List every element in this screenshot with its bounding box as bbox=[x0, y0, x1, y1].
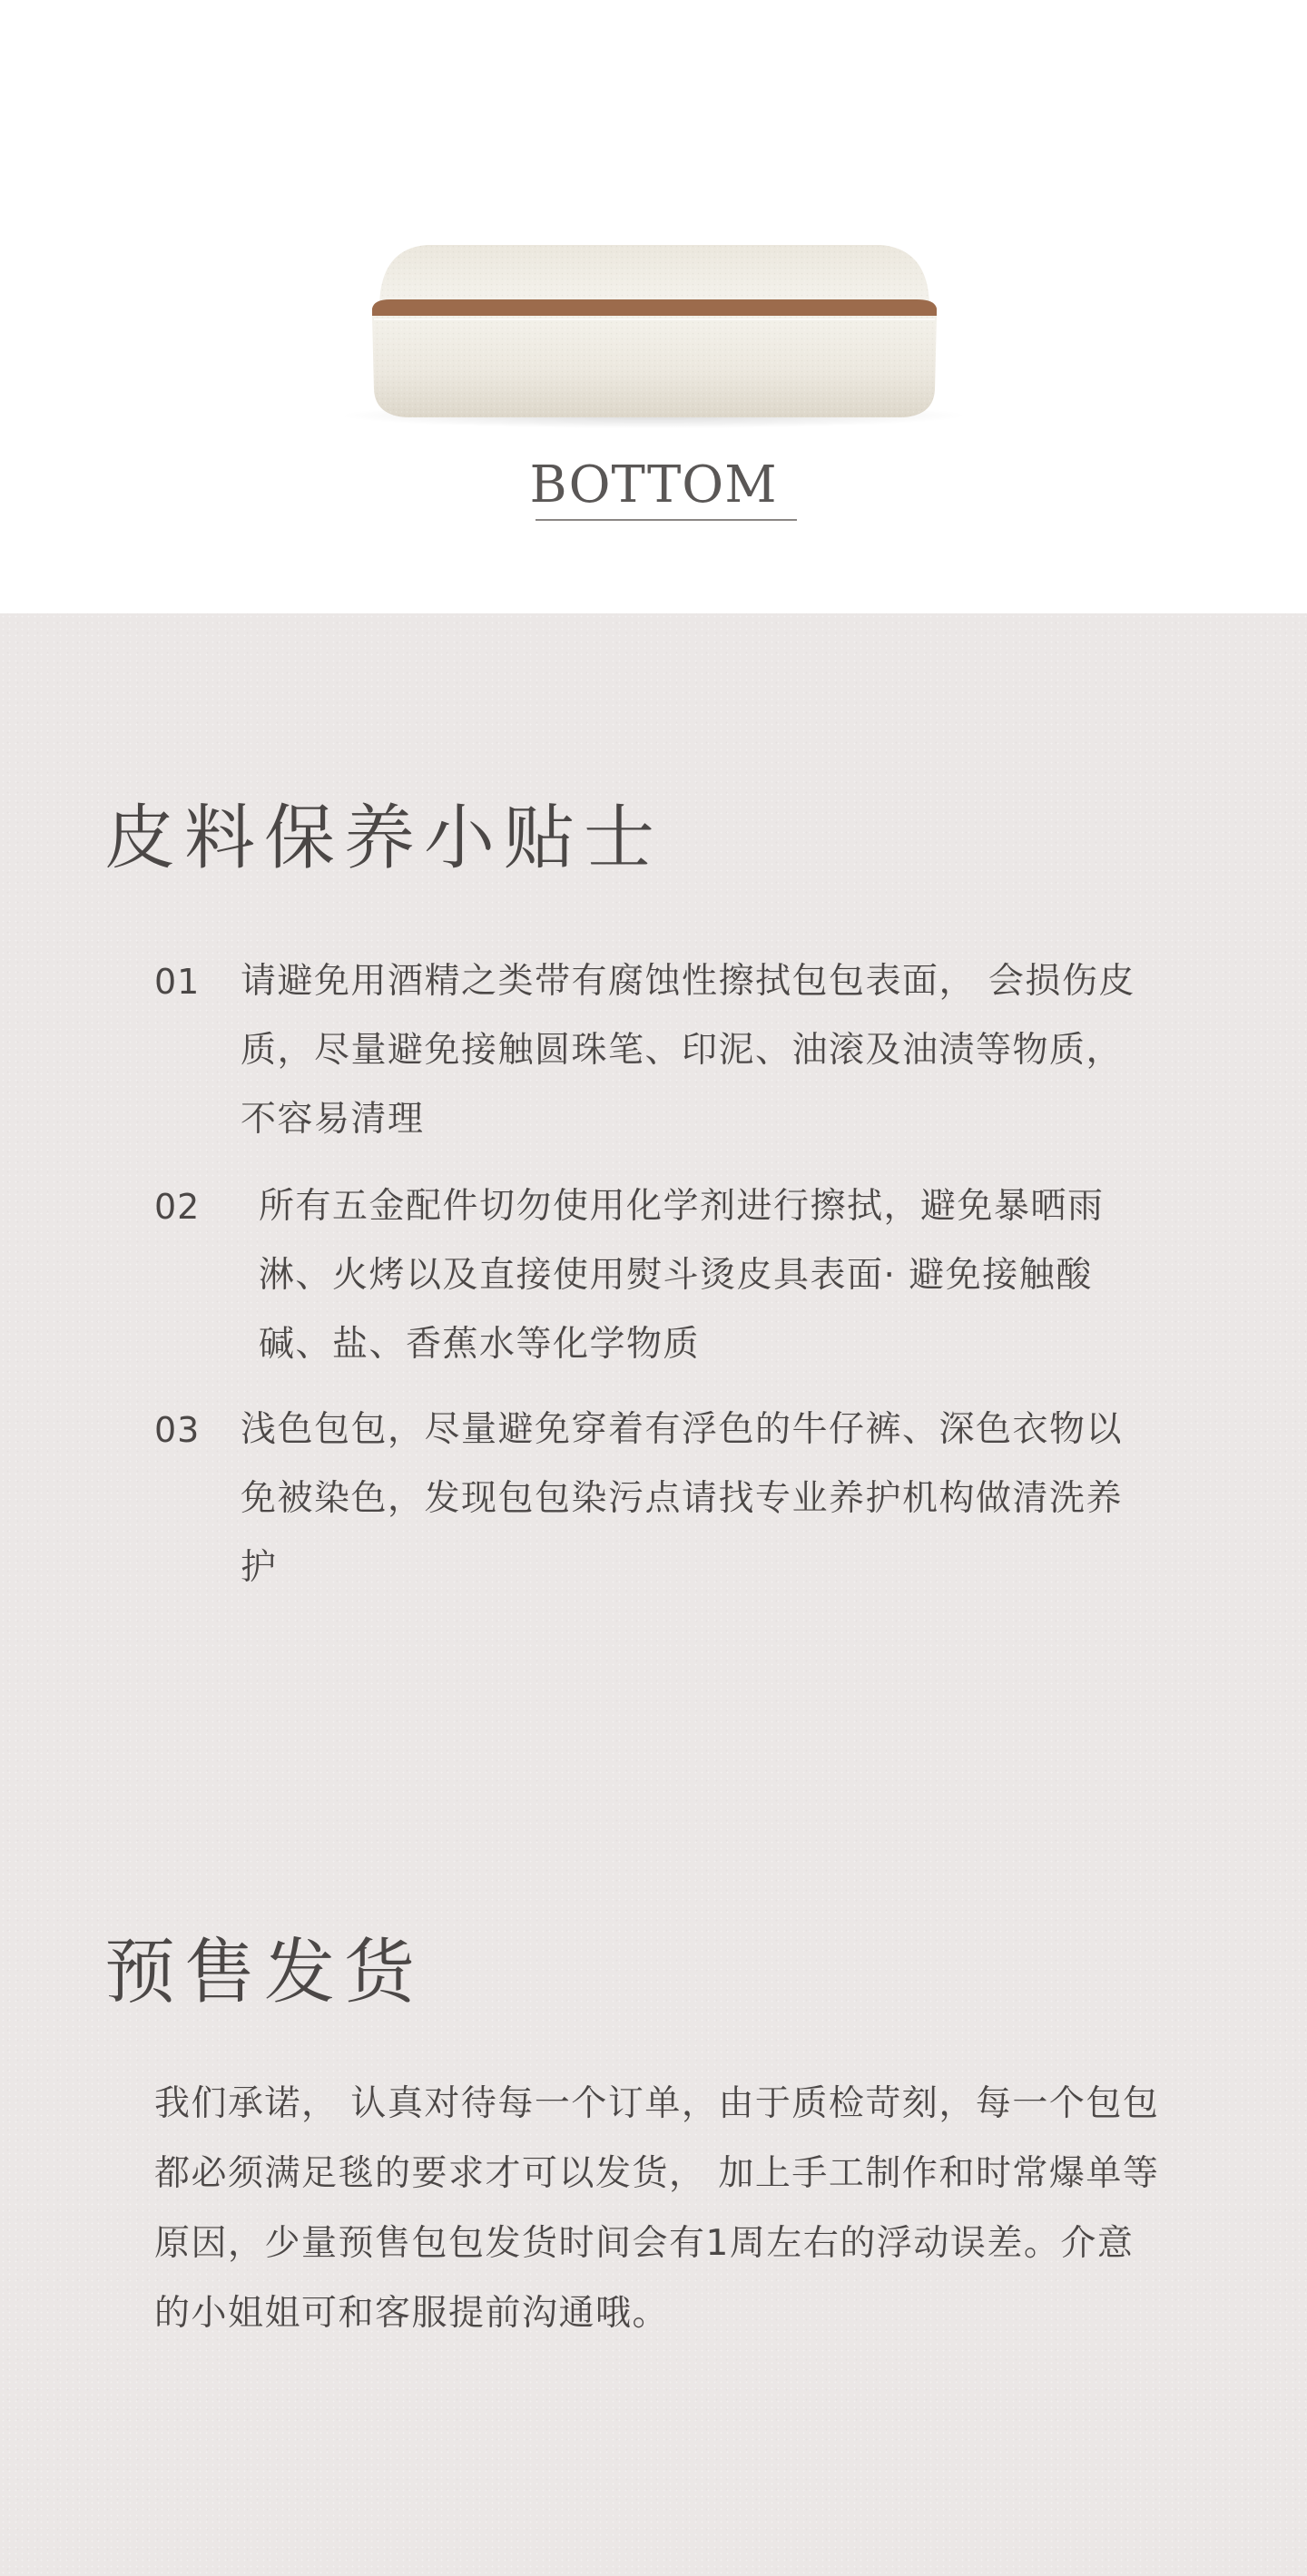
bag-bottom-view-image bbox=[0, 0, 1307, 472]
care-tip-text: 请避免用酒精之类带有腐蚀性擦拭包包表面， 会损伤皮质，尽量避免接触圆珠笔、印泥、油滚及油渍等物质，不容易清理 bbox=[241, 961, 1135, 1140]
bottom-label-underline bbox=[536, 519, 797, 521]
care-tips-title: 皮料保养小贴士 bbox=[104, 798, 664, 879]
care-tip-number: 03 bbox=[154, 1410, 201, 1450]
product-view-section bbox=[0, 0, 1307, 613]
care-tip-text: 浅色包包，尽量避免穿着有浮色的牛仔裤、深色衣物以免被染色，发现包包染污点请找专业养护机构做清洗养护 bbox=[241, 1409, 1124, 1588]
bag-edge-trim bbox=[372, 299, 937, 316]
bottom-view-label: BOTTOM bbox=[529, 455, 778, 514]
info-section bbox=[0, 613, 1307, 2576]
presale-title: 预售发货 bbox=[104, 1932, 425, 2013]
care-tip-number: 02 bbox=[154, 1187, 201, 1227]
presale-body-text: 我们承诺， 认真对待每一个订单，由于质检苛刻，每一个包包都必须满足毯的要求才可以发货， 加上手工制作和时常爆单等原因，少量预售包包发货时间会有1周左右的浮动误差。介意的小姐姐可和客服提前沟通哦。 bbox=[154, 2083, 1160, 2334]
care-tip-number: 01 bbox=[154, 962, 201, 1002]
care-tip-text: 所有五金配件切勿使用化学剂进行擦拭，避免暴晒雨淋、火烤以及直接使用熨斗烫皮具表面· 避免接触酸碱、盐、香蕉水等化学物质 bbox=[259, 1186, 1105, 1365]
